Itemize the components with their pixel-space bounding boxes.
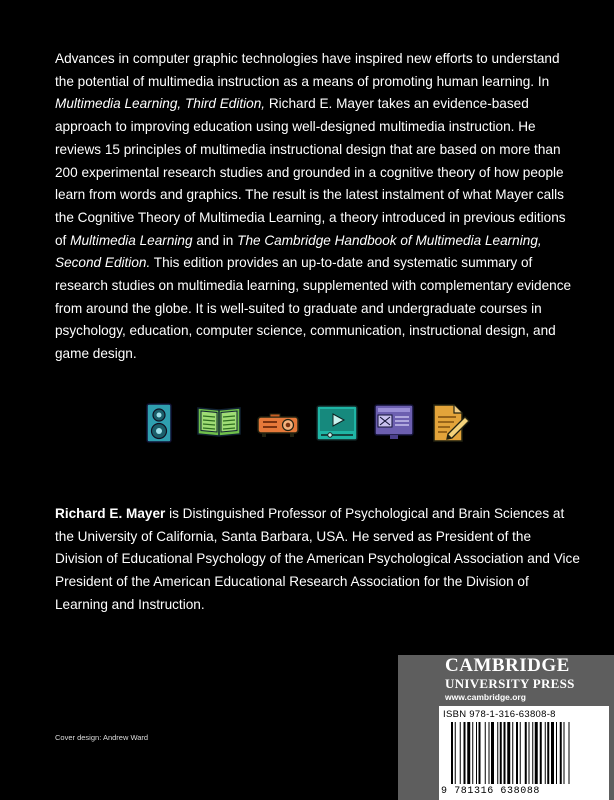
publisher-url: www.cambridge.org	[445, 692, 526, 702]
book-blurb	[55, 48, 575, 366]
barcode-bar	[551, 722, 554, 784]
barcode-bar	[525, 722, 527, 784]
isbn-label: ISBN 978-1-316-63808-8	[443, 709, 556, 720]
media-icons-row	[146, 403, 476, 443]
author-bio-text: is Distinguished Professor of Psychological and Brain Sciences at the University of California, Santa Barbara, USA. He served as President of the Division of Educational Psychology of the American Psychological Association and Vice President of the American Educational Research Association for the Division of Learning and Instruction.	[55, 506, 580, 612]
barcode-bar	[532, 722, 533, 784]
blurb-title-2: Multimedia Learning	[70, 232, 193, 248]
barcode-bar	[489, 722, 490, 784]
barcode-bar	[504, 722, 506, 784]
blurb-title-1: Multimedia Learning, Third Edition,	[55, 96, 266, 112]
barcode-bar	[467, 722, 470, 784]
barcode-bar	[455, 722, 456, 784]
barcode-bar	[569, 722, 570, 784]
barcode-bar	[512, 722, 513, 784]
barcode-bar	[520, 722, 521, 784]
barcode-bar	[540, 722, 542, 784]
barcode-bar	[535, 722, 538, 784]
speaker-icon	[146, 403, 172, 443]
barcode-bar	[491, 722, 494, 784]
cover-credit: Cover design: Andrew Ward	[55, 733, 149, 742]
barcode-bar	[516, 722, 518, 784]
barcode-bar	[476, 722, 477, 784]
publisher-name: CAMBRIDGE	[445, 655, 570, 676]
book-icon	[196, 403, 242, 437]
author-name: Richard E. Mayer	[55, 506, 166, 521]
blurb-text-4: This edition provides an up-to-date and systematic summary of research studies on multimedia learning, supplemented with complementary evidence from around the globe. It is well-suited to graduate and undergraduate courses in psychology, education, computer science, communication, instructional design, and game design.	[55, 255, 572, 362]
barcode-bar	[556, 722, 557, 784]
barcode-bar	[547, 722, 549, 784]
barcode-bar	[460, 722, 461, 784]
publisher-subtitle: UNIVERSITY PRESS	[445, 676, 575, 691]
barcode-bar	[529, 722, 530, 784]
video-player-icon	[316, 405, 358, 441]
blurb-text-2: Richard E. Mayer takes an evidence-based approach to improving education using well-designed multimedia instruction. He reviews 15 principles of multimedia instructional design that are based on more than 200 experimental research studies and grounded in a cognitive theory of how people learn from words and graphics. The result is the latest instalment of what Mayer calls the Cognitive Theory of Multimedia Learning, a theory introduced in previous editions of	[55, 96, 566, 248]
barcode-bar	[472, 722, 473, 784]
presentation-icon	[374, 404, 414, 440]
barcode-bar	[500, 722, 502, 784]
barcode-bar	[507, 722, 510, 784]
blurb-text-1: Advances in computer graphic technologies have inspired new efforts to understand the potential of multimedia instruction as a means of promoting human learning. In	[55, 51, 560, 89]
barcode-bars	[451, 722, 601, 784]
barcode-bar	[497, 722, 498, 784]
barcode	[439, 706, 609, 800]
author-bio	[55, 503, 580, 617]
blurb-text-3: and in	[192, 232, 238, 248]
barcode-bar	[564, 722, 565, 784]
barcode-digits: 9 781316 638088	[441, 786, 541, 797]
projector-icon	[256, 411, 300, 439]
barcode-bar	[545, 722, 546, 784]
barcode-bar	[479, 722, 481, 784]
notepad-pencil-icon	[432, 403, 470, 443]
blurb-title-3: The Cambridge Handbook of Multimedia Learning, Second Edition.	[55, 232, 542, 271]
barcode-bar	[451, 722, 453, 784]
barcode-bar	[464, 722, 466, 784]
barcode-bar	[560, 722, 562, 784]
barcode-bar	[485, 722, 486, 784]
